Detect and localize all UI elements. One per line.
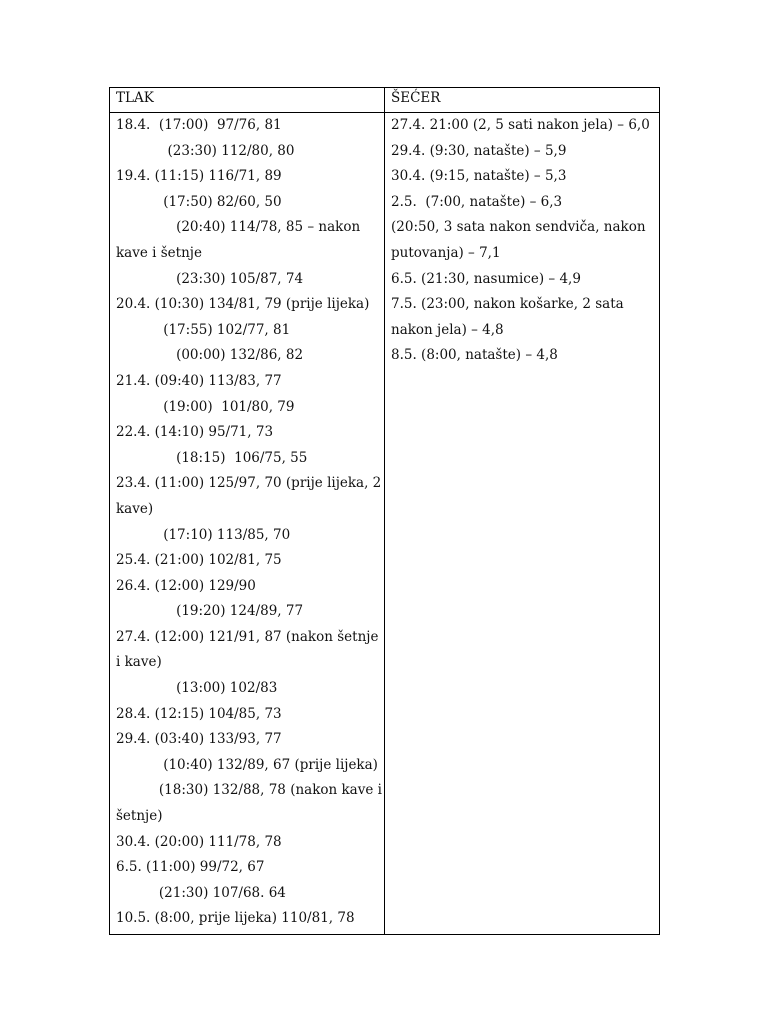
blood-sugar-entry: putovanja) – 7,1 xyxy=(391,244,501,261)
blood-pressure-entry: (17:10) 113/85, 70 xyxy=(116,526,291,543)
blood-pressure-entry: 18.4. (17:00) 97/76, 81 xyxy=(116,117,282,133)
blood-pressure-entry: (18:30) 132/88, 78 (nakon kave i xyxy=(116,782,382,799)
blood-sugar-entry: nakon jela) – 4,8 xyxy=(391,321,504,338)
blood-pressure-entry: i kave) xyxy=(116,654,162,671)
blood-sugar-entry: (20:50, 3 sata nakon sendviča, nakon xyxy=(391,219,646,236)
header-secer: ŠEĆER xyxy=(385,88,660,113)
blood-sugar-entry: 30.4. (9:15, natašte) – 5,3 xyxy=(391,168,567,185)
blood-pressure-entry: (17:55) 102/77, 81 xyxy=(116,321,291,338)
blood-pressure-entry: 6.5. (11:00) 99/72, 67 xyxy=(116,859,265,876)
header-tlak: TLAK xyxy=(110,88,385,113)
blood-sugar-cell xyxy=(385,113,660,935)
blood-sugar-entry: 7.5. (23:00, nakon košarke, 2 sata xyxy=(391,296,624,313)
blood-sugar-list xyxy=(385,113,659,934)
blood-sugar-entry: 6.5. (21:30, nasumice) – 4,9 xyxy=(391,270,581,287)
blood-pressure-entry: (10:40) 132/89, 67 (prije lijeka) xyxy=(116,756,378,773)
blood-pressure-entry: 19.4. (11:15) 116/71, 89 xyxy=(116,168,282,185)
table-body-row xyxy=(110,113,660,935)
blood-pressure-entry: 23.4. (11:00) 125/97, 70 (prije lijeka, 2 xyxy=(116,475,382,492)
blood-pressure-entry: (21:30) 107/68. 64 xyxy=(116,884,286,901)
blood-pressure-entry: 22.4. (14:10) 95/71, 73 xyxy=(116,424,274,441)
blood-pressure-cell xyxy=(110,113,385,935)
blood-sugar-entry: 2.5. (7:00, natašte) – 6,3 xyxy=(391,193,563,210)
blood-sugar-entry: 29.4. (9:30, natašte) – 5,9 xyxy=(391,142,567,159)
blood-pressure-entry: 20.4. (10:30) 134/81, 79 (prije lijeka) xyxy=(116,296,370,313)
blood-pressure-entry: (00:00) 132/86, 82 xyxy=(116,347,304,364)
measurements-table xyxy=(109,87,660,935)
blood-pressure-entry: 27.4. (12:00) 121/91, 87 (nakon šetnje xyxy=(116,628,379,645)
blood-pressure-entry: (17:50) 82/60, 50 xyxy=(116,193,282,210)
blood-pressure-entry: šetnje) xyxy=(116,808,163,825)
blood-pressure-entry: 28.4. (12:15) 104/85, 73 xyxy=(116,705,282,722)
table-header-row xyxy=(110,88,660,113)
blood-pressure-list xyxy=(110,113,384,934)
blood-pressure-entry: (19:20) 124/89, 77 xyxy=(116,603,304,620)
blood-pressure-entry: 29.4. (03:40) 133/93, 77 xyxy=(116,731,282,748)
blood-pressure-entry: 30.4. (20:00) 111/78, 78 xyxy=(116,833,282,850)
blood-pressure-entry: (20:40) 114/78, 85 – nakon xyxy=(116,219,361,236)
blood-sugar-entry: 27.4. 21:00 (2, 5 sati nakon jela) – 6,0 xyxy=(391,117,650,133)
blood-pressure-entry: (13:00) 102/83 xyxy=(116,680,278,697)
blood-pressure-entry: 10.5. (8:00, prije lijeka) 110/81, 78 xyxy=(116,910,355,927)
blood-pressure-entry: (18:15) 106/75, 55 xyxy=(116,449,308,466)
blood-pressure-entry: kave i šetnje xyxy=(116,244,202,261)
blood-pressure-entry: 26.4. (12:00) 129/90 xyxy=(116,577,256,594)
blood-pressure-entry: (23:30) 105/87, 74 xyxy=(116,270,304,287)
blood-pressure-entry: kave) xyxy=(116,500,154,517)
blood-sugar-entry: 8.5. (8:00, natašte) – 4,8 xyxy=(391,347,558,364)
blood-pressure-entry: 21.4. (09:40) 113/83, 77 xyxy=(116,372,282,389)
blood-pressure-entry: 25.4. (21:00) 102/81, 75 xyxy=(116,552,282,569)
blood-pressure-entry: (23:30) 112/80, 80 xyxy=(116,142,295,159)
blood-pressure-entry: (19:00) 101/80, 79 xyxy=(116,398,295,415)
